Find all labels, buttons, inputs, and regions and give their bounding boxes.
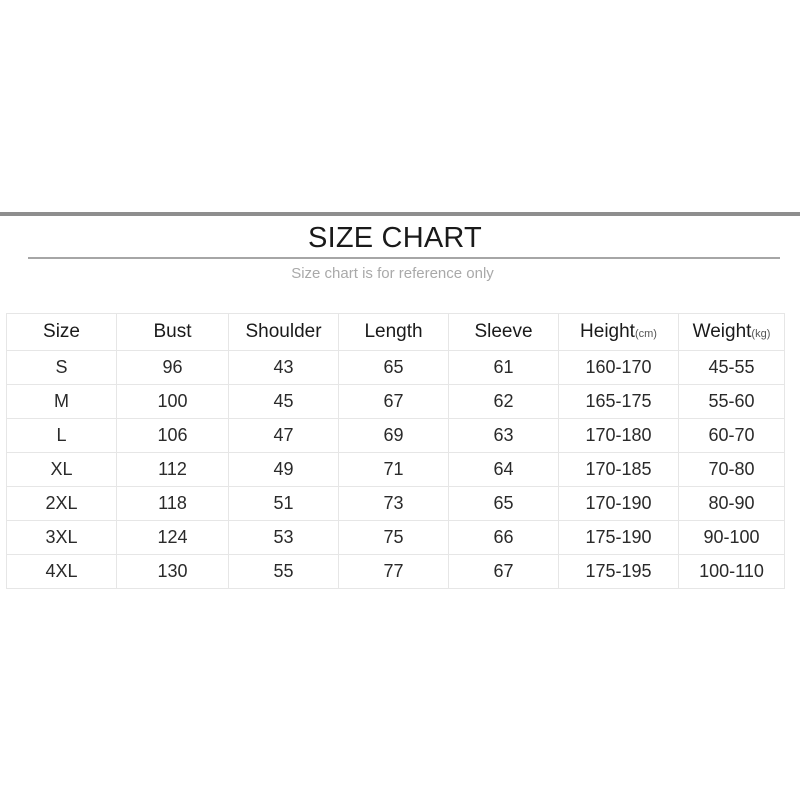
column-header (679, 314, 785, 351)
table-cell: 77 (339, 555, 449, 589)
title-underline (28, 257, 780, 259)
table-cell: 175-195 (559, 555, 679, 589)
table-cell: 43 (229, 351, 339, 385)
table-cell: 53 (229, 521, 339, 555)
table-cell: S (7, 351, 117, 385)
column-header-label: Sleeve (474, 321, 533, 342)
table-cell: 90-100 (679, 521, 785, 555)
table-cell: 70-80 (679, 453, 785, 487)
page-title: SIZE CHART (308, 222, 482, 254)
column-header (7, 314, 117, 351)
table-cell: 71 (339, 453, 449, 487)
table-cell: 4XL (7, 555, 117, 589)
page-subtitle: Size chart is for reference only (291, 265, 494, 282)
column-header-label: Weight (692, 321, 752, 342)
table-cell: 175-190 (559, 521, 679, 555)
column-header (339, 314, 449, 351)
table-cell: 65 (449, 487, 559, 521)
table-cell: 62 (449, 385, 559, 419)
table-cell: 170-185 (559, 453, 679, 487)
column-header-label: Bust (153, 321, 192, 342)
table-cell: 64 (449, 453, 559, 487)
table-cell: 73 (339, 487, 449, 521)
table-row (7, 555, 785, 589)
table-cell: 170-180 (559, 419, 679, 453)
table-cell: 165-175 (559, 385, 679, 419)
table-cell: 55-60 (679, 385, 785, 419)
column-header-label: Length (364, 321, 423, 342)
table-cell: 47 (229, 419, 339, 453)
column-header (559, 314, 679, 351)
table-cell: 65 (339, 351, 449, 385)
table-cell: 80-90 (679, 487, 785, 521)
table-cell: 49 (229, 453, 339, 487)
table-cell: 60-70 (679, 419, 785, 453)
table-cell: 3XL (7, 521, 117, 555)
table-cell: 112 (117, 453, 229, 487)
table-cell: 63 (449, 419, 559, 453)
table-cell: L (7, 419, 117, 453)
table-cell: 100 (117, 385, 229, 419)
table-cell: 67 (449, 555, 559, 589)
table-cell: 45-55 (679, 351, 785, 385)
table-cell: 2XL (7, 487, 117, 521)
top-divider (0, 212, 800, 216)
column-header (229, 314, 339, 351)
column-header-label: Height (580, 321, 635, 342)
column-header-unit: (kg) (751, 328, 771, 340)
column-header (449, 314, 559, 351)
table-cell: 170-190 (559, 487, 679, 521)
table-row (7, 453, 785, 487)
table-cell: 55 (229, 555, 339, 589)
table-cell: 61 (449, 351, 559, 385)
table-cell: 160-170 (559, 351, 679, 385)
column-header-unit: (cm) (634, 328, 657, 340)
table-cell: M (7, 385, 117, 419)
table-cell: 130 (117, 555, 229, 589)
table-cell: 66 (449, 521, 559, 555)
table-cell: XL (7, 453, 117, 487)
table-row (7, 487, 785, 521)
table-cell: 69 (339, 419, 449, 453)
column-header-label: Shoulder (245, 321, 322, 342)
table-cell: 100-110 (679, 555, 785, 589)
table-cell: 75 (339, 521, 449, 555)
table-row (7, 351, 785, 385)
table-header-row (7, 314, 785, 351)
table-cell: 118 (117, 487, 229, 521)
table-cell: 67 (339, 385, 449, 419)
table-cell: 124 (117, 521, 229, 555)
table-row (7, 385, 785, 419)
table-cell: 96 (117, 351, 229, 385)
table-row (7, 419, 785, 453)
column-header (117, 314, 229, 351)
table-body (7, 351, 785, 589)
column-header-label: Size (43, 321, 80, 342)
size-chart-table (6, 313, 785, 589)
table-cell: 51 (229, 487, 339, 521)
table-cell: 106 (117, 419, 229, 453)
table-cell: 45 (229, 385, 339, 419)
table-row (7, 521, 785, 555)
